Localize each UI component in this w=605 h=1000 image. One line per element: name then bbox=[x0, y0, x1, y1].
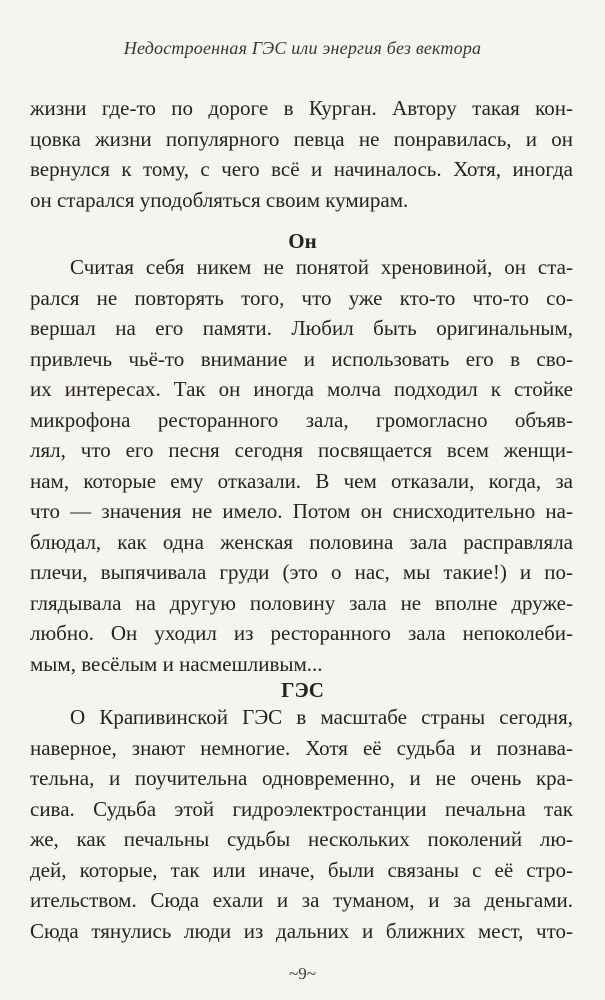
text-line: плечи, выпячивала груди (это о нас, мы такие!) и по- bbox=[30, 560, 573, 584]
text-line: мым, весёлым и насмешливым... bbox=[30, 651, 323, 676]
text-line: микрофона ресторанного зала, громогласно объяв- bbox=[30, 407, 573, 432]
text-line: вернулся к тому, с чего всё и начиналось. Хотя, иногда bbox=[30, 157, 573, 181]
text-line: Считая себя никем не понятой хреновиной, он ста- bbox=[70, 255, 573, 279]
section-heading-ges: ГЭС bbox=[281, 678, 324, 702]
text-line: их интересах. Так он иногда молча подходил к стойке bbox=[30, 377, 573, 401]
text-line: же, как печальны судьбы нескольких поколений лю- bbox=[30, 827, 573, 851]
text-line: глядывала на другую половину зала не вполне друже- bbox=[30, 590, 573, 615]
text-line: нам, которые ему отказали. В чем отказали, когда, за bbox=[30, 468, 573, 493]
text-line: привлечь чьё-то внимание и использовать его в сво- bbox=[30, 346, 573, 371]
text-line: дей, которые, так или иначе, были связаны с её стро- bbox=[30, 857, 573, 882]
paragraph-intro bbox=[30, 93, 573, 215]
text-line: наверное, знают немногие. Хотя её судьба и познава- bbox=[30, 735, 573, 760]
text-line: цовка жизни популярного певца не понравилась, и он bbox=[30, 126, 573, 151]
text-line: О Крапивинской ГЭС в масштабе страны сегодня, bbox=[70, 705, 573, 729]
section-heading-on: Он bbox=[288, 229, 317, 253]
text-line: жизни где-то по дороге в Курган. Автору такая кон- bbox=[30, 96, 573, 120]
text-line: блюдал, как одна женская половина зала расправляла bbox=[30, 529, 573, 554]
text-line: он старался уподобляться своим кумирам. bbox=[30, 187, 409, 212]
text-line: любно. Он уходил из ресторанного зала непоколеби- bbox=[30, 621, 573, 645]
paragraph-ges bbox=[30, 702, 573, 946]
text-line: сива. Судьба этой гидроэлектростанции печальна так bbox=[30, 796, 573, 821]
running-title: Недостроенная ГЭС или энергия без вектора bbox=[123, 38, 482, 58]
text-line: рался не повторять того, что уже кто-то что-то со- bbox=[30, 285, 573, 310]
text-line: что — значения не имело. Потом он снисходительно на- bbox=[30, 499, 573, 523]
paragraph-on bbox=[30, 252, 573, 679]
text-line: тельна, и поучительна одновременно, и не очень кра- bbox=[30, 766, 573, 790]
text-line: вершал на его памяти. Любил быть оригинальным, bbox=[30, 316, 573, 340]
text-line: ительством. Сюда ехали и за туманом, и за деньгами. bbox=[30, 888, 573, 912]
text-line: лял, что его песня сегодня посвящается всем женщи- bbox=[30, 438, 573, 462]
text-line: Сюда тянулись люди из дальних и ближних мест, что- bbox=[30, 918, 573, 943]
page-number: ~9~ bbox=[289, 964, 316, 983]
